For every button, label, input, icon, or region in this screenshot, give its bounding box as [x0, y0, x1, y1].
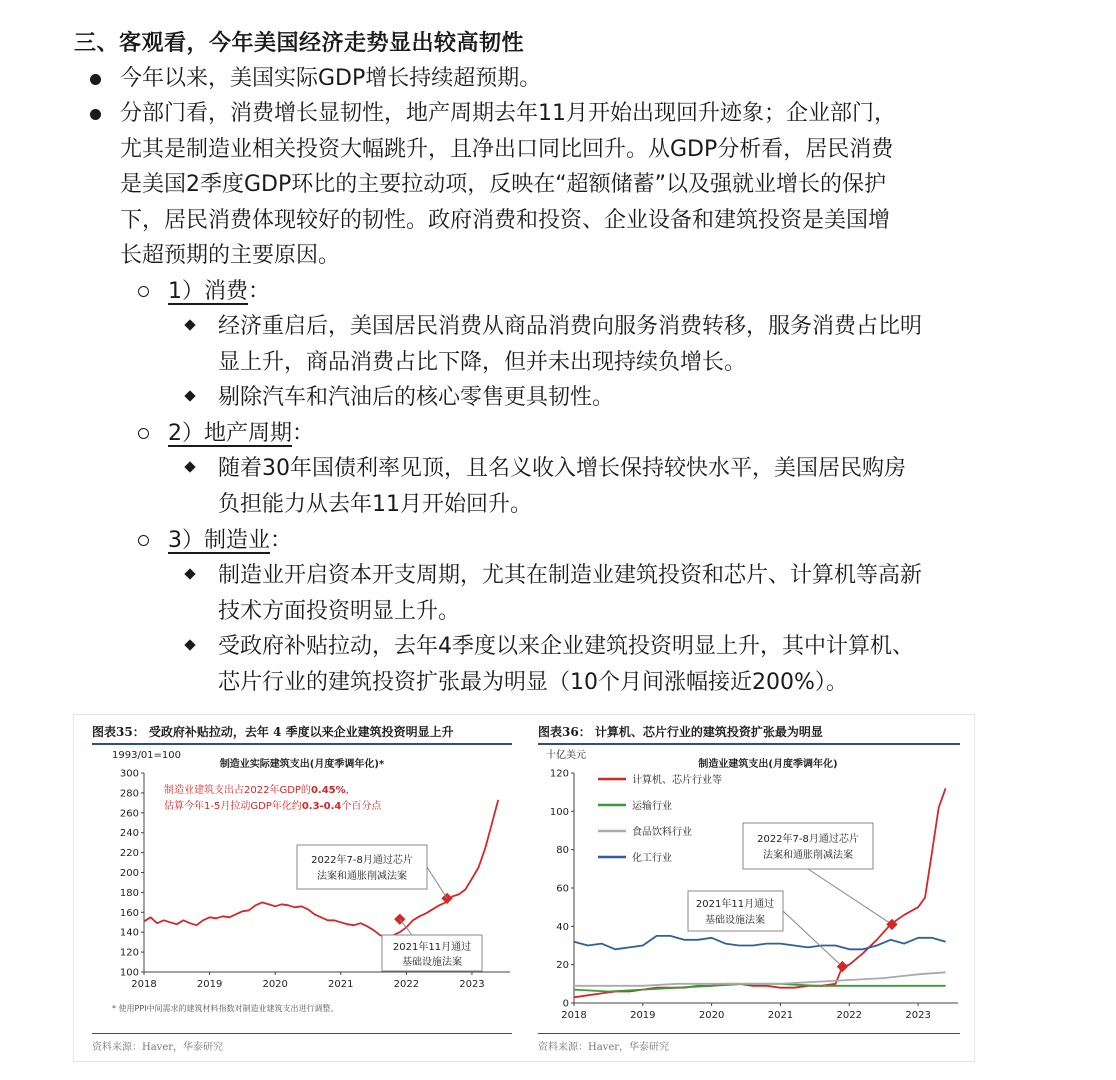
- subsection-label: 2）地产周期: [168, 421, 292, 446]
- callout-text: 2022年7-8月通过芯片: [311, 855, 413, 866]
- sub-bullet-item: [186, 309, 1046, 380]
- annotation-text: [164, 783, 356, 796]
- annotation-part: ，: [345, 785, 356, 796]
- x-tick-label: 2021: [767, 1010, 794, 1021]
- diamond-bullet-icon: [184, 568, 195, 579]
- y-tick-label: 300: [119, 768, 139, 780]
- figure-source: 资料来源：Haver，华泰研究: [538, 1042, 670, 1053]
- y-tick-label: 140: [119, 927, 139, 939]
- annotation-value: 0.3-0.4: [301, 801, 342, 812]
- diamond-bullet-icon: [184, 390, 195, 401]
- x-tick-label: 2020: [698, 1010, 725, 1021]
- y-tick-label: 0: [562, 998, 569, 1010]
- y-tick-label: 160: [119, 907, 139, 919]
- annotation-part: 个百分点: [341, 801, 382, 812]
- y-tick-label: 260: [119, 808, 139, 820]
- y-tick-label: 120: [119, 947, 139, 959]
- bullet-dot-icon: [90, 109, 101, 120]
- sub-bullet-item: [186, 629, 1046, 700]
- annotation-part: 估算今年1-5月拉动GDP年化约: [164, 801, 302, 812]
- diamond-bullet-icon: [184, 461, 195, 472]
- bullet-item: [90, 96, 1030, 274]
- annotation-part: 制造业建筑支出占2022年GDP的: [164, 785, 311, 796]
- legend-label: 化工行业: [632, 853, 672, 864]
- legend-label: 运输行业: [632, 801, 672, 812]
- callout-leader: [427, 867, 447, 898]
- y-unit-label: 十亿美元: [546, 750, 586, 761]
- sub-bullet-text: 受政府补贴拉动，去年4季度以来企业建筑投资明显上升，其中计算机、 芯片行业的建筑投资扩张最为明显（10个月间涨幅接近200%）。: [218, 634, 914, 695]
- callout-text: 法案和通胀削减法案: [317, 871, 407, 882]
- y-tick-label: 120: [549, 768, 569, 780]
- sub-bullet-item: [186, 451, 1046, 522]
- y-tick-label: 100: [119, 967, 139, 979]
- x-tick-label: 2019: [196, 979, 223, 990]
- callout-leader: [808, 869, 892, 924]
- section-heading: 三、客观看，今年美国经济走势显出较高韧性: [74, 31, 525, 56]
- subsection-label: 1）消费: [168, 279, 248, 304]
- diamond-bullet-icon: [184, 319, 195, 330]
- figure-bottom-rule: [92, 1033, 512, 1034]
- x-tick-label: 2019: [630, 1010, 656, 1021]
- figure-35: [92, 715, 512, 1061]
- x-tick-label: 2018: [561, 1010, 587, 1021]
- sub-bullet-text: 经济重启后，美国居民消费从商品消费向服务消费转移，服务消费占比明 显上升，商品消费占比下降，但并未出现持续负增长。: [218, 314, 923, 375]
- legend-label: 计算机、芯片行业等: [632, 775, 722, 786]
- y-tick-label: 100: [549, 806, 569, 818]
- callout-leader: [783, 911, 842, 967]
- y-tick-label: 20: [556, 960, 569, 972]
- chart-footnote: * 使用PPI中间需求的建筑材料指数对制造业建筑支出进行调整。: [112, 1004, 339, 1013]
- chart-title: 制造业实际建筑支出(月度季调年化)*: [219, 759, 385, 770]
- figure-title: 图表36： 计算机、芯片行业的建筑投资扩张最为明显: [538, 725, 823, 739]
- y-tick-label: 60: [556, 883, 569, 895]
- subsection-consumption: 1）消费：: [138, 274, 270, 309]
- figure-source: 资料来源：Haver，华泰研究: [92, 1042, 224, 1053]
- legend-label: 食品饮料行业: [632, 827, 692, 838]
- bullet-dot-icon: [90, 74, 101, 85]
- figure-36: [538, 715, 960, 1061]
- series-line: [574, 972, 946, 986]
- y-tick-label: 40: [556, 921, 569, 933]
- chart-title: 制造业建筑支出(月度季调年化): [698, 759, 838, 770]
- circle-bullet-icon: [138, 286, 149, 297]
- callout-text: 2021年11月通过: [392, 942, 472, 953]
- x-tick-label: 2021: [328, 979, 354, 990]
- callout-text: 2022年7-8月通过芯片: [757, 834, 859, 845]
- x-tick-label: 2023: [459, 979, 485, 990]
- sub-bullet-text: 制造业开启资本开支周期，尤其在制造业建筑投资和芯片、计算机等高新 技术方面投资明显上升。: [218, 563, 923, 624]
- subsection-manufacturing: 3）制造业：: [138, 523, 292, 558]
- sub-bullet-item: [186, 380, 1046, 416]
- figure-title: 图表35： 受政府补贴拉动，去年 4 季度以来企业建筑投资明显上升: [92, 725, 454, 739]
- y-tick-label: 240: [119, 828, 139, 840]
- bullet-text: 今年以来，美国实际GDP增长持续超预期。: [120, 66, 542, 91]
- bullet-item: [90, 61, 1030, 97]
- circle-bullet-icon: [138, 535, 149, 546]
- callout-text: 2021年11月通过: [695, 899, 775, 910]
- subsection-label: 3）制造业: [168, 528, 270, 553]
- callout-text: 基础设施法案: [705, 915, 765, 926]
- callout-box: [743, 823, 873, 869]
- y-unit-label: 1993/01=100: [112, 750, 182, 761]
- annotation-text: [164, 799, 382, 812]
- x-tick-label: 2018: [131, 979, 157, 990]
- x-tick-label: 2022: [836, 1010, 862, 1021]
- x-tick-label: 2022: [393, 979, 420, 990]
- series-line: [574, 936, 946, 949]
- y-tick-label: 80: [556, 845, 569, 857]
- sub-bullet-text: 剔除汽车和汽油后的核心零售更具韧性。: [218, 385, 615, 410]
- x-tick-label: 2020: [262, 979, 288, 990]
- diamond-bullet-icon: [184, 639, 195, 650]
- y-tick-label: 280: [119, 788, 139, 800]
- chart-industry-spending: [538, 745, 960, 1035]
- callout-text: 基础设施法案: [402, 957, 462, 968]
- callout-box: [297, 845, 427, 889]
- sub-bullet-item: [186, 558, 1046, 629]
- circle-bullet-icon: [138, 428, 149, 439]
- figure-panel: [73, 714, 975, 1062]
- sub-bullet-text: 随着30年国债利率见顶，且名义收入增长保持较快水平，美国居民购房 负担能力从去年11月开始回升。: [218, 456, 906, 517]
- bullet-text: 分部门看，消费增长显韧性，地产周期去年11月开始出现回升迹象；企业部门， 尤其是制造业相关投资大幅跳升，且净出口同比回升。从GDP分析看，居民消费 是美国2季度GDP环比的主要拉动项，反映在“超额储蓄”以及强就业增长的保护 下，居民消费体现较好的韧性。政府消费和投资、企业设备和建筑投资是美国增 长超预期的主要原因。: [120, 101, 896, 268]
- subsection-housing: 2）地产周期：: [138, 416, 314, 451]
- callout-text: 法案和通胀削减法案: [763, 850, 853, 861]
- callout-leader: [400, 919, 412, 935]
- annotation-value: 0.45%: [310, 785, 346, 796]
- y-tick-label: 200: [119, 868, 139, 879]
- x-tick-label: 2023: [905, 1010, 931, 1021]
- y-tick-label: 180: [119, 887, 139, 899]
- figure-bottom-rule: [538, 1033, 960, 1034]
- chart-construction-index: [92, 745, 512, 1025]
- y-tick-label: 220: [119, 848, 139, 860]
